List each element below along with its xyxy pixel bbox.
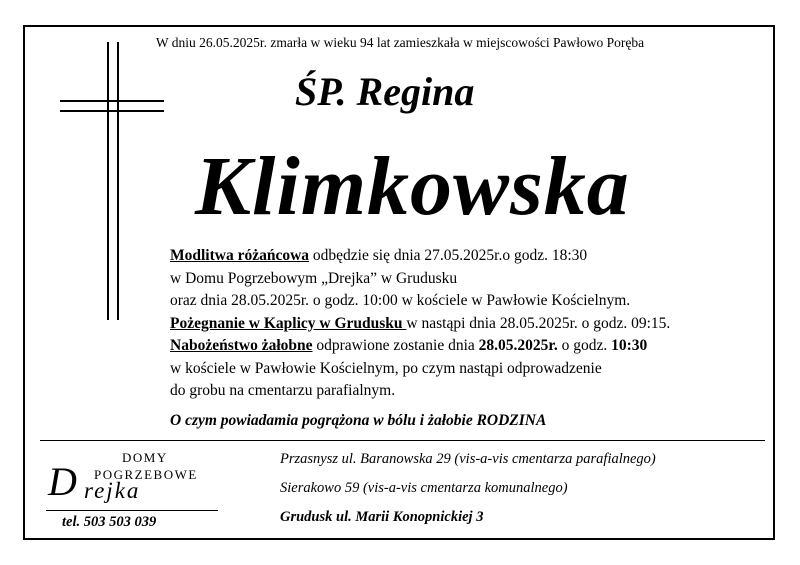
farewell-text: w nastąpi dnia 28.05.2025r. o godz. 09:15.: [406, 314, 671, 332]
mass-time-text: o godz.: [557, 337, 612, 354]
footer-divider: [40, 440, 765, 441]
logo-name: rejka: [84, 478, 141, 503]
deceased-first-name: ŚP. Regina: [295, 69, 475, 114]
logo-line-pogrzebowe: POGRZEBOWE: [94, 467, 198, 482]
deceased-surname: Klimkowska: [195, 140, 630, 233]
phone-number: tel. 503 503 039: [62, 514, 157, 530]
rosary-label: Modlitwa różańcowa: [170, 247, 310, 264]
logo-line-domy: DOMY: [122, 450, 168, 465]
ceremony-details: [170, 245, 670, 403]
rosary-text: odbędzie się dnia 27.05.2025r.o godz. 18:30: [309, 247, 588, 264]
farewell-line: [170, 313, 670, 336]
logo-initial: D: [48, 459, 77, 504]
mass-date: 28.05.2025r.: [478, 337, 558, 354]
procession-line: w kościele w Pawłowie Kościelnym, po czym nastąpi odprowadzenie: [170, 359, 602, 377]
rosary-line: [170, 245, 670, 268]
funeral-home-line: w Domu Pogrzebowym „Drejka” w Grudusku: [170, 269, 458, 287]
cemetery-line: do grobu na cmentarzu parafialnym.: [170, 382, 396, 399]
family-closing: O czym powiadamia pogrążona w bólu i żałobie RODZINA: [170, 412, 547, 429]
farewell-label: Pożegnanie w Kaplicy w Grudusku: [170, 314, 407, 332]
church-line: oraz dnia 28.05.2025r. o godz. 10:00 w kościele w Pawłowie Kościelnym.: [170, 292, 631, 309]
mass-line: [170, 335, 670, 358]
mass-time: 10:30: [611, 337, 648, 354]
address-grudusk: Grudusk ul. Marii Konopnickiej 3: [280, 509, 484, 525]
logo-underline: [46, 510, 218, 511]
mass-text: odprawione zostanie dnia: [312, 337, 479, 354]
address-sierakowo: Sierakowo 59 (vis-a-vis cmentarza komunalnego): [280, 480, 568, 496]
mass-label: Nabożeństwo żałobne: [170, 337, 313, 354]
death-notice-line: W dniu 26.05.2025r. zmarła w wieku 94 lat zamieszkała w miejscowości Pawłowo Poręba: [155, 35, 645, 50]
address-przasnysz: Przasnysz ul. Baranowska 29 (vis-a-vis cmentarza parafialnego): [280, 451, 656, 467]
funeral-home-logo: [42, 446, 222, 524]
